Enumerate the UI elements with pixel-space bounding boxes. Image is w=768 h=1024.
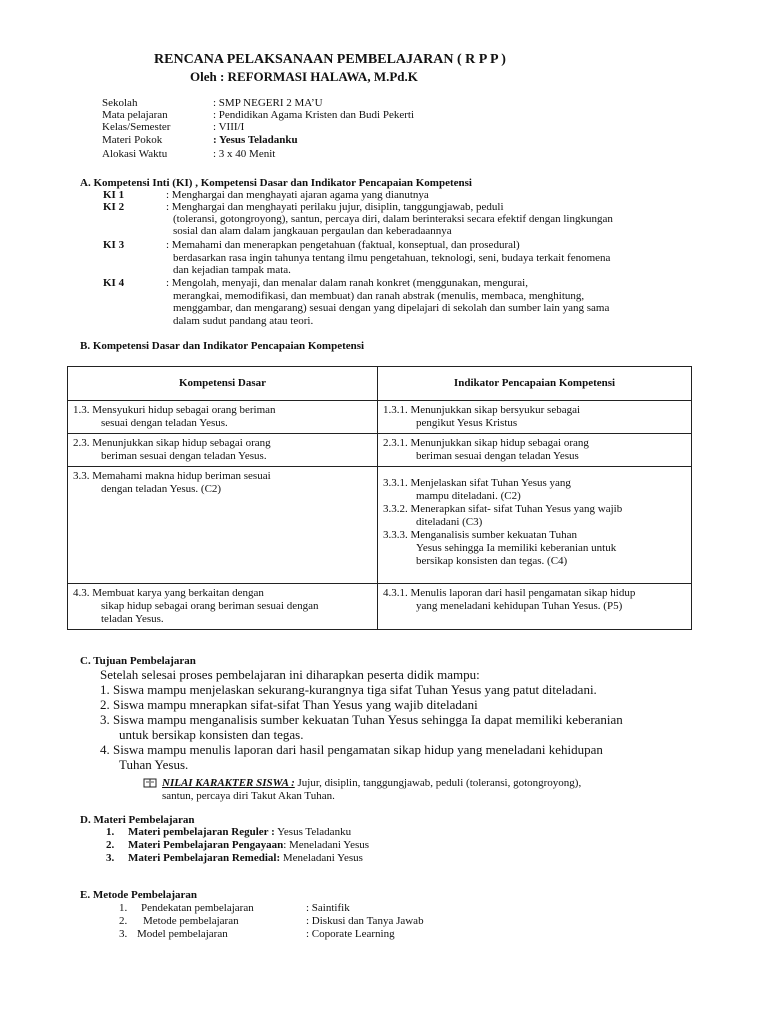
cell-line: 4.3.1. Menulis laporan dari hasil pengamatan sikap hidup <box>383 587 636 599</box>
metode-value: : Coporate Learning <box>306 928 395 940</box>
metode-label: Metode pembelajaran <box>143 915 239 927</box>
objective-item: Tuhan Yesus. <box>119 757 189 772</box>
identity-label: Sekolah <box>102 97 138 109</box>
identity-value: : SMP NEGERI 2 MA’U <box>213 97 323 109</box>
character-values-text-2: santun, percaya diri Takut Akan Tuhan. <box>162 790 335 802</box>
table-cell <box>378 434 692 467</box>
ki-text: dalam sudut pandang atau teori. <box>173 315 314 327</box>
objective-item: untuk bersikap konsisten dan tegas. <box>119 727 304 742</box>
table-cell <box>68 434 378 467</box>
materi-value: Yesus Teladanku <box>274 826 352 838</box>
table-cell <box>68 467 378 584</box>
materi-num: 1. <box>106 826 115 838</box>
cell-line: beriman sesuai dengan teladan Yesus <box>416 450 579 462</box>
cell-line: mampu diteladani. (C2) <box>416 490 521 502</box>
identity-value: : 3 x 40 Menit <box>213 148 276 160</box>
ki-code: KI 2 <box>103 201 125 213</box>
table-cell <box>378 401 692 434</box>
cell-line: 2.3.1. Menunjukkan sikap hidup sebagai orang <box>383 437 589 449</box>
materi-num: 2. <box>106 839 115 851</box>
ki-text: dan kejadian tampak mata. <box>173 264 291 276</box>
materi-num: 3. <box>106 852 115 864</box>
table-header-cell: Kompetensi Dasar <box>68 367 378 401</box>
table-cell <box>68 401 378 434</box>
cell-line: yang meneladani kehidupan Tuhan Yesus. (P5) <box>416 600 623 612</box>
cell-line: pengikut Yesus Kristus <box>416 417 518 429</box>
table-header-cell: Indikator Pencapaian Kompetensi <box>378 367 692 401</box>
character-values <box>162 777 692 790</box>
table-cell <box>68 584 378 630</box>
table-row <box>68 467 692 584</box>
ki-text: berdasarkan rasa ingin tahunya tentang ilmu pengetahuan, teknologi, seni, budaya terkait fenomena <box>173 252 611 264</box>
table-cell <box>378 584 692 630</box>
metode-num: 3. <box>119 928 128 940</box>
ki-text: : Memahami dan menerapkan pengetahuan (faktual, konseptual, dan prosedural) <box>166 239 520 251</box>
cell-line: 3.3.1. Menjelaskan sifat Tuhan Yesus yang <box>383 477 571 489</box>
metode-value: : Saintifik <box>306 902 350 914</box>
identity-value: : Yesus Teladanku <box>213 134 298 146</box>
materi-label: Materi Pembelajaran Pengayaan <box>128 839 284 851</box>
cell-line: diteladani (C3) <box>416 516 483 528</box>
cell-line: 3.3.2. Menerapkan sifat- sifat Tuhan Yesus yang wajib <box>383 503 623 515</box>
book-icon <box>143 777 157 793</box>
materi-label: Materi Pembelajaran Remedial: <box>128 852 281 864</box>
table-cell <box>378 467 692 584</box>
metode-num: 1. <box>119 902 128 914</box>
cell-line: 4.3. Membuat karya yang berkaitan dengan <box>73 587 264 599</box>
ki-text: : Menghargai dan menghayati perilaku jujur, disiplin, tanggungjawab, peduli <box>166 201 504 213</box>
cell-line: sesuai dengan teladan Yesus. <box>101 417 228 429</box>
ki-text: sosial dan alam dalam jangkauan pergaulan dan keberadaannya <box>173 225 452 237</box>
ki-code: KI 3 <box>103 239 125 251</box>
section-c-intro: Setelah selesai proses pembelajaran ini diharapkan peserta didik mampu: <box>100 667 480 682</box>
materi-item <box>128 839 369 852</box>
cell-line: sikap hidup sebagai orang beriman sesuai dengan <box>101 600 319 612</box>
section-e-heading: E. Metode Pembelajaran <box>80 889 197 901</box>
ki-text: : Menghargai dan menghayati ajaran agama yang dianutnya <box>166 189 429 201</box>
metode-label: Model pembelajaran <box>137 928 228 940</box>
table-row <box>68 434 692 467</box>
ki-text: : Mengolah, menyaji, dan menalar dalam ranah konkret (menggunakan, mengurai, <box>166 277 528 289</box>
ki-text: merangkai, memodifikasi, dan membuat) dan ranah abstrak (menulis, membaca, menghitung, <box>173 290 585 302</box>
materi-value: Meneladani Yesus <box>280 852 363 864</box>
objective-item: 1. Siswa mampu menjelaskan sekurang-kurangnya tiga sifat Tuhan Yesus yang patut diteladani. <box>100 682 597 697</box>
cell-line: Yesus sehingga Ia memiliki keberanian untuk <box>416 542 617 554</box>
cell-line: teladan Yesus. <box>101 613 164 625</box>
cell-line: 1.3.1. Menunjukkan sikap bersyukur sebagai <box>383 404 581 416</box>
objective-item: 4. Siswa mampu menulis laporan dari hasil pengamatan sikap hidup yang meneladani kehidupan <box>100 742 603 757</box>
metode-value: : Diskusi dan Tanya Jawab <box>306 915 424 927</box>
materi-value: : Meneladani Yesus <box>283 839 370 851</box>
competency-table <box>67 366 692 630</box>
section-c-heading: C. Tujuan Pembelajaran <box>80 655 196 667</box>
table-row <box>68 584 692 630</box>
document-author: Oleh : REFORMASI HALAWA, M.Pd.K <box>190 69 418 84</box>
cell-line: dengan teladan Yesus. (C2) <box>101 483 222 495</box>
character-values-text: Jujur, disiplin, tanggungjawab, peduli (toleransi, gotongroyong), <box>294 777 582 789</box>
character-values-label: NILAI KARAKTER SISWA : <box>162 777 295 789</box>
identity-label: Alokasi Waktu <box>102 148 168 160</box>
objective-item: 3. Siswa mampu menganalisis sumber kekuatan Tuhan Yesus sehingga Ia dapat memiliki keberanian <box>100 712 623 727</box>
objective-item: 2. Siswa mampu mnerapkan sifat-sifat Than Yesus yang wajib diteladani <box>100 697 478 712</box>
identity-label: Kelas/Semester <box>102 121 171 133</box>
ki-text: (toleransi, gotongroyong), santun, percaya diri, dalam berinteraksi secara efektif dengan lingkungan <box>173 213 613 225</box>
cell-line: 3.3. Memahami makna hidup beriman sesuai <box>73 470 271 482</box>
cell-line: bersikap konsisten dan tegas. (C4) <box>416 555 568 567</box>
ki-code: KI 1 <box>103 189 125 201</box>
document-title: RENCANA PELAKSANAAN PEMBELAJARAN ( R P P ) <box>154 52 506 67</box>
identity-value: : Pendidikan Agama Kristen dan Budi Pekerti <box>213 109 415 121</box>
ki-text: menggambar, dan mengarang) sesuai dengan yang dipelajari di sekolah dan sumber lain yang sama <box>173 302 610 314</box>
identity-value: : VIII/I <box>213 121 245 133</box>
metode-num: 2. <box>119 915 128 927</box>
cell-line: 2.3. Menunjukkan sikap hidup sebagai orang <box>73 437 271 449</box>
materi-item <box>128 852 363 865</box>
materi-item <box>128 826 351 839</box>
metode-label: Pendekatan pembelajaran <box>141 902 254 914</box>
table-header-row <box>68 367 692 401</box>
cell-line: beriman sesuai dengan teladan Yesus. <box>101 450 267 462</box>
section-a-heading: A. Kompetensi Inti (KI) , Kompetensi Dasar dan Indikator Pencapaian Kompetensi <box>80 177 472 189</box>
materi-label: Materi pembelajaran Reguler : <box>128 826 275 838</box>
ki-code: KI 4 <box>103 277 125 289</box>
cell-line: 1.3. Mensyukuri hidup sebagai orang beriman <box>73 404 276 416</box>
table-row <box>68 401 692 434</box>
section-b-heading: B. Kompetensi Dasar dan Indikator Pencapaian Kompetensi <box>80 340 365 352</box>
section-d-heading: D. Materi Pembelajaran <box>80 814 195 826</box>
identity-label: Mata pelajaran <box>102 109 168 121</box>
cell-line: 3.3.3. Menganalisis sumber kekuatan Tuhan <box>383 529 578 541</box>
identity-label: Materi Pokok <box>102 134 163 146</box>
